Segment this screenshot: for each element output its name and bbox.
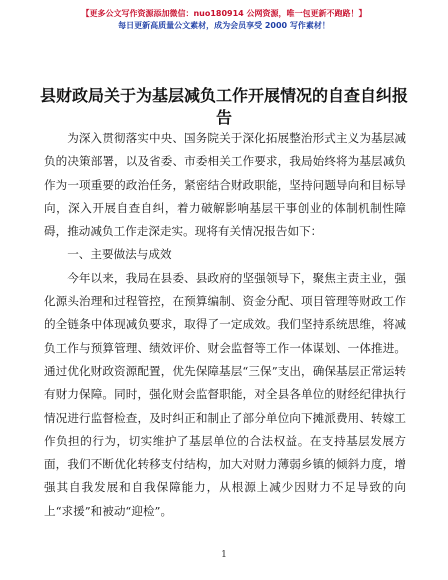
page-number: 1 (221, 550, 227, 560)
document-body (44, 127, 406, 523)
document-title: 县财政局关于为基层减负工作开展情况的自查自纠报告 (40, 86, 409, 127)
intro-paragraph: 为深入贯彻落实中央、国务院关于深化拓展整治形式主义为基层减负的决策部署，以及省委、市委相关工作要求，我局始终将为基层减负作为一项重要的政治任务，紧密结合财政职能，坚持问题导向和目标导向，深入开展自查自纠，着力破解影响基层干事创业的体制机制性障碍，推动减负工作走深走实。现将有关情况报告如下： (44, 131, 406, 239)
body-paragraph: 今年以来，我局在县委、县政府的坚强领导下，聚焦主责主业，强化源头治理和过程管控，在预算编制、资金分配、项目管理等财政工作的全链条中体现减负要求，取得了一定成效。我们坚持系统思维，将减负工作与预算管理、绩效评价、财会监督等工作一体谋划、一体推进。通过优化财政资源配置，优先保障基层“三保”支出，确保基层正常运转有财力保障。同时，强化财会监督职能，对全县各单位的财经纪律执行情况进行监督检查，及时纠正和制止了部分单位向下摊派费用、转嫁工作负担的行为，切实维护了基层单位的合法权益。在支持基层发展方面，我们不断优化转移支付结构，加大对财力薄弱乡镇的倾斜力度，增强其自我发展和自我保障能力，从根源上减少因财力不足导致的向上“求援”和被动“迎检”。 (44, 270, 406, 518)
promo-line-1: 【更多公文写作资源添加微信：nuo180914 公网资源，唯一包更新不跑路！】 (81, 9, 367, 18)
promo-line-2: 每日更新高质量公文素材，成为会员享受 2000 写作素材！ (118, 21, 330, 30)
section-heading: 一、主要做法与成效 (67, 247, 172, 262)
promo-banner (0, 8, 448, 32)
